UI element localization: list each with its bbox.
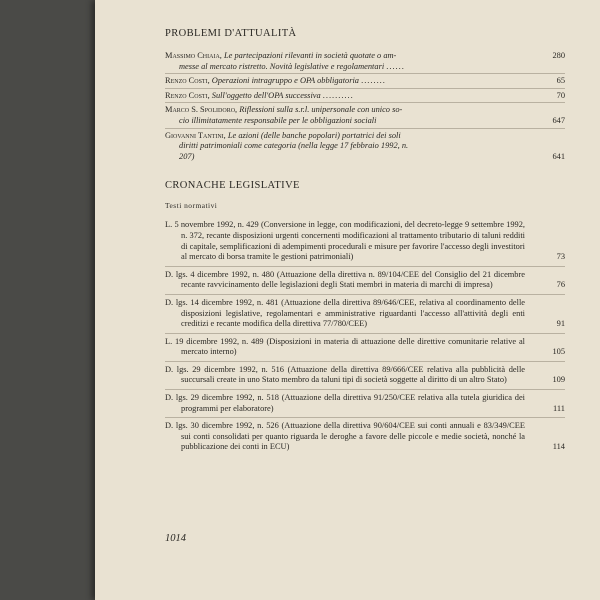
index-content	[165, 28, 565, 456]
law-text: L. 19 dicembre 1992, n. 489 (Disposizioni in materia di attuazione delle direttive comunitarie relative al mercato interno)	[165, 336, 525, 357]
index-entry	[165, 128, 565, 164]
law-entry	[165, 361, 565, 389]
law-page: 76	[556, 280, 565, 290]
entry-title-cont: messe al mercato ristretto. Novità legislative e regolamentari	[179, 61, 385, 71]
entry-title: Riflessioni sulla s.r.l. unipersonale con unico so-	[239, 105, 403, 115]
law-page: 91	[556, 319, 565, 329]
entry-page: 70	[556, 90, 565, 100]
entry-page: 647	[552, 115, 565, 125]
law-text: D. lgs. 4 dicembre 1992, n. 480 (Attuazione della direttiva n. 89/104/CEE del Consiglio del 21 dicembre recante ravvicinamento delle legislazioni degli Stati membri in materia di marchi di impresa)	[165, 269, 525, 290]
law-entry	[165, 266, 565, 294]
law-page: 111	[553, 403, 565, 413]
law-page: 105	[552, 347, 565, 357]
index-entry: Renzo Costi, Operazioni intragruppo e OPA obbligatoria ........ 65	[165, 73, 565, 88]
entry-title-cont: 207)	[179, 151, 195, 161]
index-entry: Renzo Costi, Sull'oggetto dell'OPA successiva .......... 70	[165, 88, 565, 103]
entry-author: Renzo Costi,	[165, 90, 210, 100]
law-page: 109	[552, 375, 565, 385]
law-text: L. 5 novembre 1992, n. 429 (Conversione in legge, con modificazioni, del decreto-legge 9 settembre 1992, n. 372, recante disposizioni urgenti concernenti modificazioni al trattamento tributario di taluni redditi di capitale, semplificazioni di adempimenti procedurali e misure per favorire l'accesso degli investitori al mercato di borsa tramite le gestioni patrimoniali)	[165, 220, 525, 262]
law-text: D. lgs. 29 dicembre 1992, n. 518 (Attuazione della direttiva 91/250/CEE relativa alla tutela giuridica dei programmi per elaboratore)	[165, 393, 525, 413]
law-text: D. lgs. 30 dicembre 1992, n. 526 (Attuazione della direttiva 90/604/CEE sui conti annuali e 83/349/CEE sui conti consolidati per quanto riguarda le deroghe a favore delle piccole e medie società, nonché la pubblicazione dei conti in ECU)	[165, 421, 525, 452]
subsection-title: Testi normativi	[165, 201, 218, 211]
entry-title: Le partecipazioni rilevanti in società quotate o am-	[223, 51, 397, 60]
law-entry	[165, 217, 565, 265]
law-entry	[165, 417, 565, 456]
entry-author: Massimo Chiaia,	[165, 51, 222, 60]
law-text: D. lgs. 29 dicembre 1992, n. 516 (Attuazione della direttiva 89/666/CEE relativa alla pubblicità delle succursali create in uno Stato membro da taluni tipi di società soggette al diritto di un altro Stato)	[165, 364, 525, 385]
law-page: 114	[552, 442, 565, 452]
entry-title: Operazioni intragruppo e OPA obbligatoria	[211, 76, 359, 86]
entry-author: Renzo Costi,	[165, 76, 210, 86]
law-page: 73	[556, 252, 565, 262]
entry-title-cont: diritti patrimoniali come categoria (nella legge 17 febbraio 1992, n.	[179, 141, 409, 151]
entry-page: 280	[552, 51, 565, 60]
entry-page: 641	[552, 151, 565, 161]
section-title-cronache: CRONACHE LEGISLATIVE	[165, 180, 300, 192]
entry-author: Giovanni Tantini,	[165, 130, 226, 140]
book-page	[95, 0, 600, 600]
law-entry	[165, 389, 565, 417]
entry-title-cont: cio illimitatamente responsabile per le obbligazioni sociali	[179, 115, 377, 125]
law-entry	[165, 294, 565, 333]
law-entry	[165, 333, 565, 361]
entry-page: 65	[556, 76, 565, 86]
law-text: D. lgs. 14 dicembre 1992, n. 481 (Attuazione della direttiva 89/646/CEE, relativa al coordinamento delle disposizioni legislative, regolamentari e amministrative riguardanti l'accesso all'attività degli enti creditizi e recante modifica della direttiva 77/780/CEE)	[165, 297, 525, 329]
index-entry: Massimo Chiaia, Le partecipazioni rilevanti in società quotate o am- messe al mercato ristretto. Novità legislative e regolamentari ...... 280	[165, 51, 565, 71]
section-title-problemi: PROBLEMI D'ATTUALITÀ	[165, 28, 297, 39]
entry-author: Marco S. Spolidoro,	[165, 105, 238, 115]
index-entry	[165, 102, 565, 127]
entry-title: Sull'oggetto dell'OPA successiva	[211, 90, 321, 100]
page-number: 1014	[165, 533, 186, 544]
entry-title: Le azioni (delle banche popolari) portatrici dei soli	[227, 130, 401, 140]
